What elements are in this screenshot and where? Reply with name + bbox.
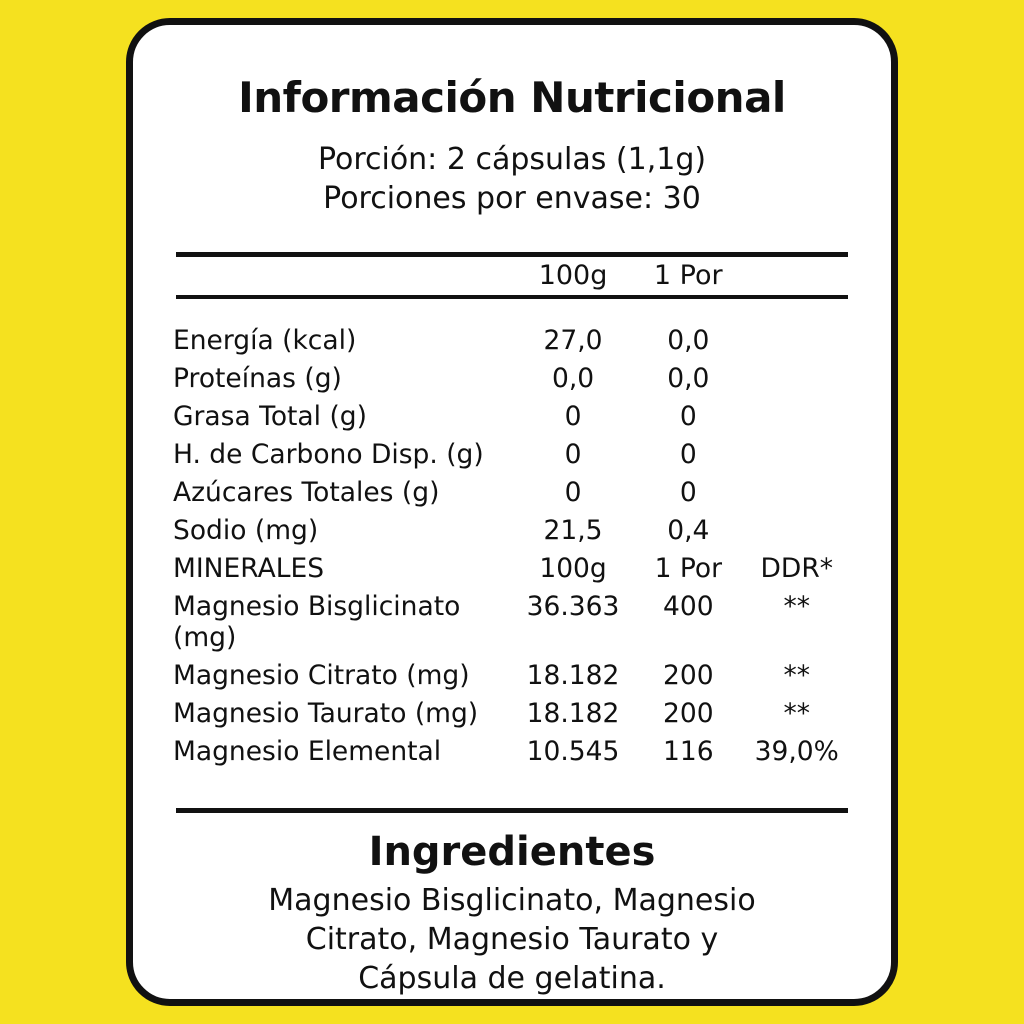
serving-info [173, 141, 851, 218]
column-header-serving: 1 Por [653, 260, 723, 292]
row-value-serving: 0 [679, 401, 697, 433]
table-row [173, 657, 851, 695]
row-value-serving: 0,4 [667, 515, 710, 547]
spacer-row [173, 771, 851, 794]
row-label: Energía (kcal) [173, 325, 357, 357]
row-value-100g: 0,0 [551, 363, 595, 395]
row-value-serving: 0,0 [667, 325, 710, 357]
row-value-100g: 21,5 [543, 515, 603, 547]
table-row [173, 512, 851, 550]
table-header-row [173, 257, 851, 295]
table-row [173, 588, 851, 657]
label-content [173, 75, 851, 998]
table-row [173, 695, 851, 733]
row-value-100g: 0 [564, 477, 582, 509]
row-label: Azúcares Totales (g) [173, 477, 440, 509]
row-value-100g: 0 [564, 439, 582, 471]
ingredients-line-3: Cápsula de gelatina. [358, 960, 666, 996]
column-header-100g: 100g [538, 260, 608, 292]
row-label: Magnesio Citrato (mg) [173, 660, 470, 692]
row-value-serving: 0 [679, 439, 697, 471]
table-row [173, 474, 851, 512]
serving-size: Porción: 2 cápsulas (1,1g) [317, 142, 707, 178]
row-label: Sodio (mg) [173, 515, 319, 547]
minerals-header-row [173, 550, 851, 588]
table-row [173, 436, 851, 474]
row-value-ddr [743, 398, 851, 436]
ingredients-line-1: Magnesio Bisglicinato, Magnesio [268, 882, 756, 918]
nutrition-table [173, 257, 851, 295]
row-value-100g: 18.182 [526, 698, 620, 730]
row-value-100g: 10.545 [526, 736, 620, 768]
ingredients-title: Ingredientes [368, 828, 656, 875]
column-header-name [173, 257, 512, 295]
row-label: Magnesio Taurato (mg) [173, 698, 479, 730]
table-row [173, 322, 851, 360]
row-value-ddr: ** [783, 660, 810, 692]
servings-per-container: Porciones por envase: 30 [323, 180, 701, 216]
row-value-ddr [743, 322, 851, 360]
minerals-header-100g: 100g [539, 553, 607, 585]
nutrition-values-table [173, 299, 851, 794]
row-value-serving: 0,0 [667, 363, 710, 395]
row-value-100g: 36.363 [526, 591, 620, 623]
ingredients-line-2: Citrato, Magnesio Taurato y [305, 921, 719, 957]
row-value-ddr: ** [783, 591, 810, 623]
row-label: Magnesio Elemental [173, 736, 442, 768]
page-title: Información Nutricional [238, 73, 786, 122]
row-value-ddr [743, 436, 851, 474]
row-value-serving: 116 [662, 736, 714, 768]
row-label: Magnesio Bisglicinato (mg) [173, 591, 461, 654]
table-row [173, 398, 851, 436]
row-label: H. de Carbono Disp. (g) [173, 439, 484, 471]
row-label: Proteínas (g) [173, 363, 342, 395]
minerals-header-ddr: DDR* [760, 553, 833, 585]
minerals-section-label: MINERALES [173, 553, 325, 585]
row-value-ddr: ** [783, 698, 810, 730]
row-value-ddr: 39,0% [754, 736, 839, 768]
row-label: Grasa Total (g) [173, 401, 367, 433]
table-row [173, 733, 851, 771]
divider-bottom [176, 808, 848, 813]
row-value-100g: 27,0 [543, 325, 603, 357]
row-value-ddr [743, 474, 851, 512]
table-row [173, 360, 851, 398]
row-value-100g: 0 [564, 401, 582, 433]
row-value-serving: 200 [662, 698, 714, 730]
row-value-ddr [743, 360, 851, 398]
row-value-serving: 400 [662, 591, 714, 623]
row-value-100g: 18.182 [526, 660, 620, 692]
ingredients-text [173, 881, 851, 998]
minerals-header-serving: 1 Por [654, 553, 722, 585]
column-header-ddr-empty [743, 257, 851, 295]
row-value-serving: 200 [662, 660, 714, 692]
row-value-ddr [743, 512, 851, 550]
row-value-serving: 0 [679, 477, 697, 509]
spacer-row [173, 299, 851, 322]
nutrition-label-panel [126, 18, 898, 1006]
